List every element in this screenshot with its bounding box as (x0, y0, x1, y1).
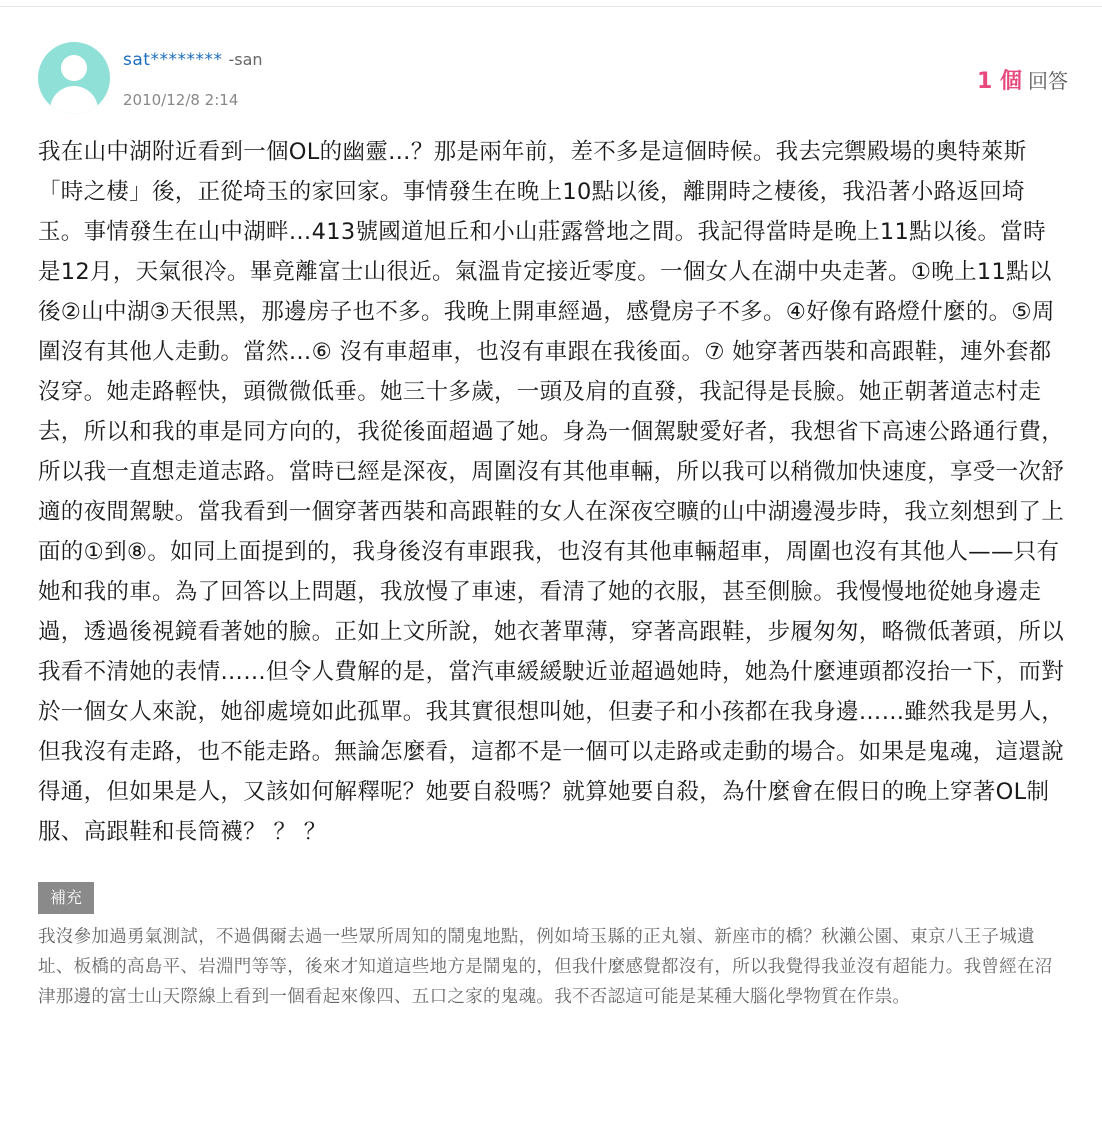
avatar-body-shape (50, 86, 98, 114)
answer-count[interactable] (977, 64, 1068, 95)
question-header (38, 40, 1068, 132)
user-name-link[interactable]: sat******** (123, 50, 223, 70)
answer-count-number: 1 個 (977, 69, 1022, 94)
avatar-head-shape (61, 55, 87, 81)
supplement-section (38, 882, 1068, 1012)
question-card (38, 40, 1068, 1012)
supplement-body: 我沒參加過勇氣測試，不過偶爾去過一些眾所周知的鬧鬼地點，例如埼玉縣的正丸嶺、新座市的橋？秋瀨公園、東京八王子城遺址、板橋的高島平、岩淵門等等，後來才知道這些地方是鬧鬼的，但我什麼感覺都沒有，所以我覺得我並沒有超能力。我曾經在沼津那邊的富士山天際線上看到一個看起來像四、五口之家的鬼魂。我不否認這可能是某種大腦化學物質在作祟。 (38, 927, 1053, 1007)
answer-count-label: 回答 (1028, 69, 1068, 93)
supplement-tag: 補充 (38, 882, 94, 914)
post-date: 2010/12/8 2:14 (123, 91, 239, 109)
user-avatar-icon[interactable] (38, 42, 110, 114)
user-suffix: -san (228, 50, 263, 69)
top-divider (0, 6, 1102, 7)
question-body: 我在山中湖附近看到一個OL的幽靈…？那是兩年前，差不多是這個時候。我去完禦殿場的奧特萊斯「時之棲」後，正從埼玉的家回家。事情發生在晚上10點以後，離開時之棲後，我沿著小路返回埼玉。事情發生在山中湖畔…413號國道旭丘和小山莊露營地之間。我記得當時是晚上11點以後。當時是12月，天氣很冷。畢竟離富士山很近。氣溫肯定接近零度。一個女人在湖中央走著。①晚上11點以後②山中湖③天很黑，那邊房子也不多。我晚上開車經過，感覺房子不多。④好像有路燈什麼的。⑤周圍沒有其他人走動。當然…⑥ 沒有車超車，也沒有車跟在我後面。⑦ 她穿著西裝和高跟鞋，連外套都沒穿。她走路輕快，頭微微低垂。她三十多歲，一頭及肩的直發，我記得是長臉。她正朝著道志村走去，所以和我的車是同方向的，我從後面超過了她。身為一個駕駛愛好者，我想省下高速公路通行費，所以我一直想走道志路。當時已經是深夜，周圍沒有其他車輛，所以我可以稍微加快速度，享受一次舒適的夜間駕駛。當我看到一個穿著西裝和高跟鞋的女人在深夜空曠的山中湖邊漫步時，我立刻想到了上面的①到⑧。如同上面提到的，我身後沒有車跟我，也沒有其他車輛超車，周圍也沒有其他人——只有她和我的車。為了回答以上問題，我放慢了車速，看清了她的衣服，甚至側臉。我慢慢地從她身邊走過，透過後視鏡看著她的臉。正如上文所說，她衣著單薄，穿著高跟鞋，步履匆匆，略微低著頭，所以我看不清她的表情……但令人費解的是，當汽車緩緩駛近並超過她時，她為什麼連頭都沒抬一下，而對於一個女人來說，她卻處境如此孤單。我其實很想叫她，但妻子和小孩都在我身邊……雖然我是男人，但我沒有走路，也不能走路。無論怎麼看，這都不是一個可以走路或走動的場合。如果是鬼魂，這還說得通，但如果是人，又該如何解釋呢？她要自殺嗎？就算她要自殺，為什麼會在假日的晚上穿著OL制服、高跟鞋和長筒襪？ ？ ？ (38, 139, 1065, 845)
user-line (123, 50, 263, 70)
